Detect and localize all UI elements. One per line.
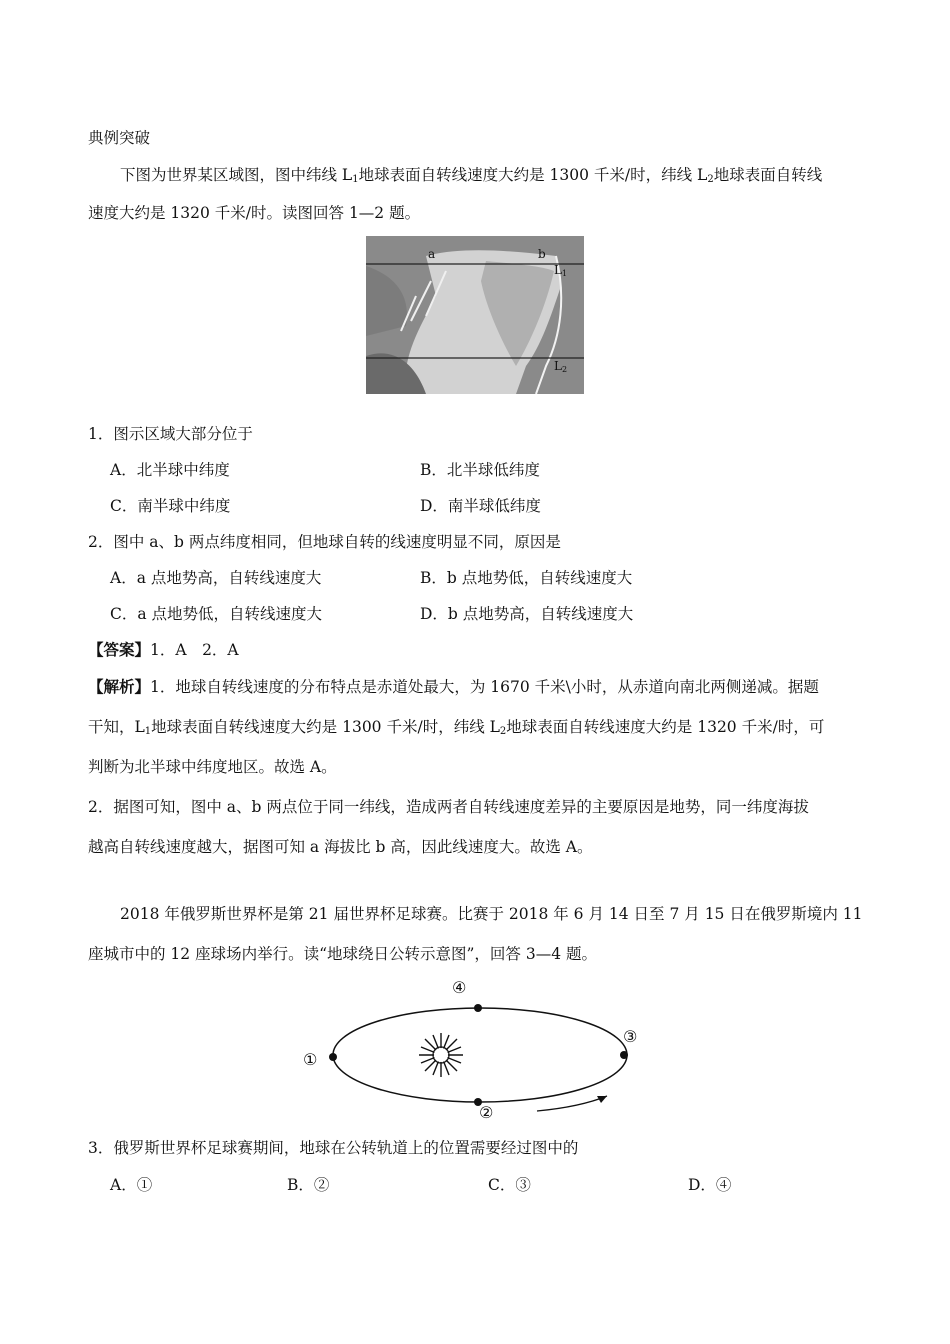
orbit-diagram bbox=[295, 975, 675, 1125]
answer-line bbox=[88, 640, 239, 660]
analysis-label: 【解析】 bbox=[88, 677, 151, 696]
q34-intro-line1: 2018 年俄罗斯世界杯是第 21 届世界杯足球赛。比赛于 2018 年 6 月 14 日至 7 月 15 日在俄罗斯境内 11 bbox=[120, 905, 863, 923]
map-label-l1: L1 bbox=[554, 263, 568, 278]
map-label-b: b bbox=[538, 247, 546, 261]
q2-option-a: A．a 点地势高，自转线速度大 bbox=[110, 569, 322, 587]
label-position-4: ④ bbox=[452, 978, 467, 997]
label-position-1: ① bbox=[303, 1050, 318, 1069]
answer-text: 1．A 2．A bbox=[150, 641, 239, 659]
q12-intro-line2: 速度大约是 1320 千米/时。读图回答 1—2 题。 bbox=[88, 204, 421, 222]
q1-option-c: C．南半球中纬度 bbox=[110, 497, 231, 515]
q34-intro-line2: 座城市中的 12 座球场内举行。读“地球绕日公转示意图”，回答 3—4 题。 bbox=[88, 945, 598, 963]
earth-position-3 bbox=[620, 1051, 628, 1059]
orbit-ellipse bbox=[333, 1008, 627, 1102]
q3-option-b: B．② bbox=[287, 1176, 330, 1194]
analysis-line5: 越高自转线速度越大，据图可知 a 海拔比 b 高，因此线速度大。故选 A。 bbox=[88, 838, 593, 856]
earth-position-1 bbox=[329, 1053, 337, 1061]
q3-option-d: D．④ bbox=[688, 1176, 732, 1194]
q1-stem: 1．图示区域大部分位于 bbox=[88, 425, 253, 443]
q1-option-d: D．南半球低纬度 bbox=[420, 497, 541, 515]
label-position-3: ③ bbox=[623, 1027, 638, 1046]
q2-option-c: C．a 点地势低，自转线速度大 bbox=[110, 605, 323, 623]
map-label-l2: L2 bbox=[554, 359, 568, 374]
q2-option-d: D．b 点地势高，自转线速度大 bbox=[420, 605, 634, 623]
section-title: 典例突破 bbox=[88, 129, 151, 147]
q3-stem: 3．俄罗斯世界杯足球赛期间，地球在公转轨道上的位置需要经过图中的 bbox=[88, 1139, 579, 1157]
sun-icon bbox=[419, 1033, 463, 1077]
analysis-line1: 【解析】1．地球自转线速度的分布特点是赤道处最大，为 1670 千米\小时，从赤道向南北两侧递减。据题 bbox=[88, 677, 819, 696]
q3-option-c: C．③ bbox=[488, 1176, 531, 1194]
q2-option-b: B．b 点地势低，自转线速度大 bbox=[420, 569, 633, 587]
q1-option-b: B．北半球低纬度 bbox=[420, 461, 540, 479]
label-position-2: ② bbox=[479, 1103, 494, 1122]
q2-stem: 2．图中 a、b 两点纬度相同，但地球自转的线速度明显不同，原因是 bbox=[88, 533, 561, 551]
analysis-line4: 2．据图可知，图中 a、b 两点位于同一纬线，造成两者自转线速度差异的主要原因是地势，同一纬度海拔 bbox=[88, 798, 809, 816]
answer-label: 【答案】 bbox=[88, 640, 151, 659]
analysis-line2: 干知，$L_1$地球表面自转线速度大约是 1300 千米/时，纬线 $L_2$地球表面自转线速度大约是 1320 千米/时，可 bbox=[88, 718, 825, 737]
analysis-line3: 判断为北半球中纬度地区。故选 A。 bbox=[88, 758, 337, 776]
region-map bbox=[366, 236, 584, 394]
map-label-a: a bbox=[428, 247, 436, 261]
direction-arrow-icon bbox=[537, 1096, 607, 1111]
q12-intro-line1: 下图为世界某区域图，图中纬线 $L_1$地球表面自转线速度大约是 1300 千米/时，纬线 $L_2$地球表面自转线 bbox=[120, 166, 823, 185]
q3-option-a: A．① bbox=[110, 1176, 153, 1194]
q1-option-a: A．北半球中纬度 bbox=[110, 461, 230, 479]
earth-position-4 bbox=[474, 1004, 482, 1012]
